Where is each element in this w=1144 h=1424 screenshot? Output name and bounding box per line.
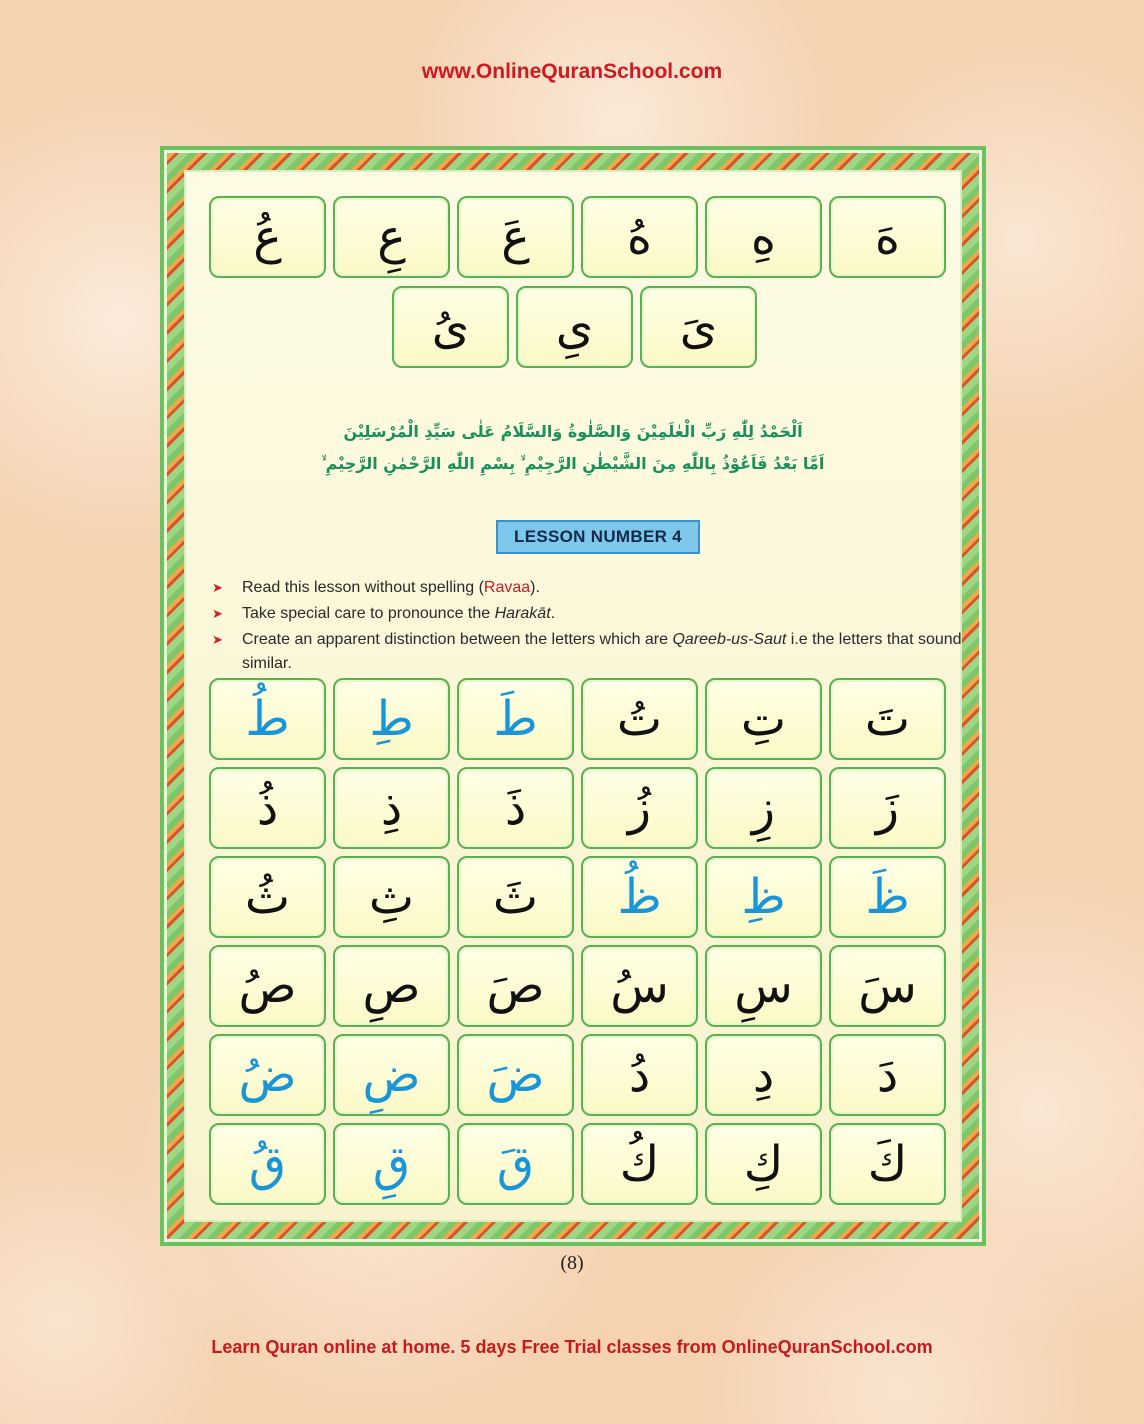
letter-tile: زِ [705,767,822,849]
letter-tile: ظُ [581,856,698,938]
letter-tile: ذُ [209,767,326,849]
instruction-item: ➤ Take special care to pronounce the Harakāt. [212,602,972,626]
letter-tile: تِ [705,678,822,760]
letter-grid-row [206,678,946,760]
letter-tile: هُ [581,196,698,278]
instruction-item: ➤ Read this lesson without spelling (Ravaa). [212,576,972,600]
letter-tile: قُ [209,1123,326,1205]
letter-tile: سِ [705,945,822,1027]
letter-grid-row [206,1123,946,1205]
letter-tile: یِ [516,286,633,368]
letter-tile: ضُ [209,1034,326,1116]
letter-tile: دِ [705,1034,822,1116]
dua-line-2: اَمَّا بَعْدُ فَاَعُوْذُ بِاللّٰهِ مِنَ الشَّیْطٰنِ الرَّجِیْمِ ۙ بِسْمِ اللّٰهِ الرَّحْمٰنِ الرَّحِیْمِ ۙ [321,454,825,473]
top-letter-row-1 [206,196,946,278]
letter-tile: ثُ [209,856,326,938]
page-number: (8) [560,1252,584,1274]
letter-tile: طَ [457,678,574,760]
top-letter-row-2 [392,286,757,368]
arrow-bullet-icon: ➤ [212,606,223,621]
letter-tile: قَ [457,1123,574,1205]
letter-tile: زَ [829,767,946,849]
dua-line-1: اَلْحَمْدُ لِلّٰهِ رَبِّ الْعٰلَمِیْنَ وَالصَّلٰوةُ وَالسَّلَامُ عَلٰی سَیِّدِ الْمُرْسَلِیْنَ [343,422,803,441]
letter-tile: سَ [829,945,946,1027]
letter-tile: ضَ [457,1034,574,1116]
lesson-panel [184,170,962,1222]
letter-grid-row [206,856,946,938]
letter-grid-row [206,1034,946,1116]
letter-tile: طُ [209,678,326,760]
letter-tile: ثِ [333,856,450,938]
letter-tile: ضِ [333,1034,450,1116]
instruction-item: ➤ Create an apparent distinction between the letters which are Qareeb-us-Saut i.e the letters that sound similar. [212,628,972,676]
lesson-frame [160,146,986,1246]
arrow-bullet-icon: ➤ [212,632,223,647]
letter-grid-row [206,767,946,849]
letter-tile: صَ [457,945,574,1027]
letter-tile: كَ [829,1123,946,1205]
letter-tile: عِ [333,196,450,278]
letter-tile: دُ [581,1034,698,1116]
letter-tile: هَ [829,196,946,278]
letter-tile: صِ [333,945,450,1027]
letter-grid-row [206,945,946,1027]
ravaa-term: Ravaa [483,579,531,596]
letter-tile: یَ [640,286,757,368]
letter-tile: ذَ [457,767,574,849]
letter-tile: طِ [333,678,450,760]
footer-promo[interactable]: Learn Quran online at home. 5 days Free Trial classes from OnlineQuranSchool.com [211,1337,933,1357]
letter-tile: دَ [829,1034,946,1116]
letter-tile: كِ [705,1123,822,1205]
letter-tile: یُ [392,286,509,368]
letter-tile: ثَ [457,856,574,938]
letter-tile: عَ [457,196,574,278]
letter-tile: تَ [829,678,946,760]
letter-tile: تُ [581,678,698,760]
site-url[interactable]: www.OnlineQuranSchool.com [421,60,723,83]
letter-tile: كُ [581,1123,698,1205]
letter-tile: ذِ [333,767,450,849]
letter-tile: زُ [581,767,698,849]
letter-tile: ظَ [829,856,946,938]
letter-tile: عُ [209,196,326,278]
letter-tile: ظِ [705,856,822,938]
arrow-bullet-icon: ➤ [212,580,223,595]
letter-tile: سُ [581,945,698,1027]
letter-tile: صُ [209,945,326,1027]
lesson-title: LESSON NUMBER 4 [496,520,700,554]
letter-tile: هِ [705,196,822,278]
instructions-list [212,576,972,678]
letter-tile: قِ [333,1123,450,1205]
